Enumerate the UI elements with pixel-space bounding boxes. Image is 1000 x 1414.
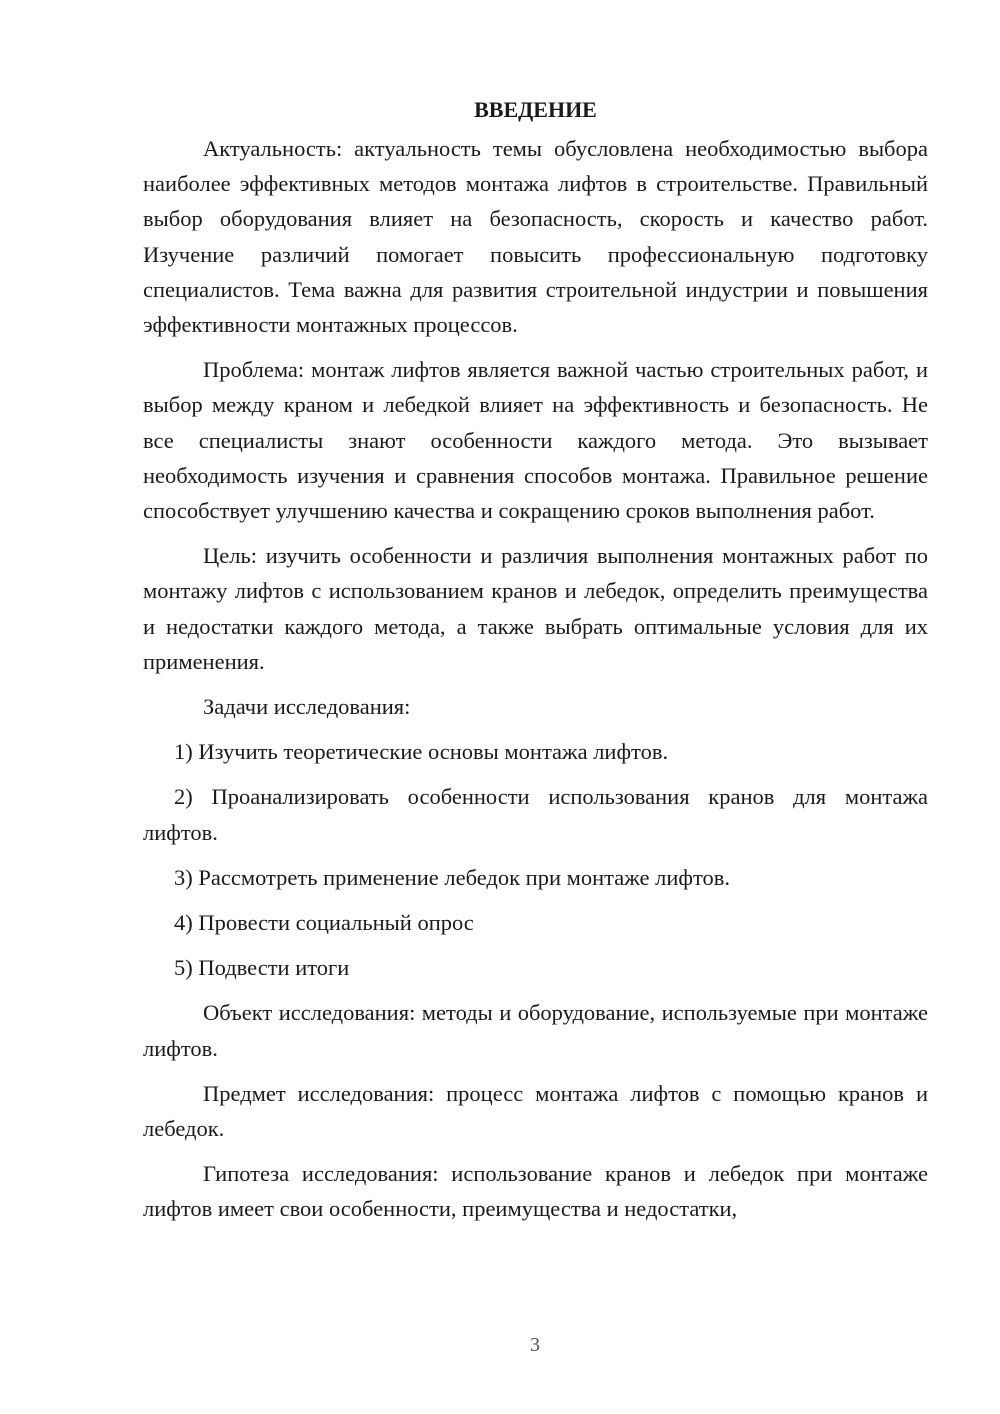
task-item-1: 1) Изучить теоретические основы монтажа лифтов. bbox=[174, 739, 669, 765]
task-item-3: 3) Рассмотреть применение лебедок при монтаже лифтов. bbox=[174, 864, 731, 890]
hypothesis-paragraph: Гипотеза исследования: использование кранов и лебедок при монтаже лифтов имеет свои особенности, преимущества и недостатки, bbox=[143, 1161, 928, 1222]
subject-paragraph: Предмет исследования: процесс монтажа лифтов с помощью кранов и лебедок. bbox=[143, 1080, 928, 1142]
goal-paragraph: Цель: изучить особенности и различия выполнения монтажных работ по монтажу лифтов с использованием кранов и лебедок, определить преимущества и недостатки каждого метода, а также выбрать оптимальные условия для их применения. bbox=[143, 543, 928, 674]
document-page bbox=[143, 92, 928, 1227]
object-paragraph: Объект исследования: методы и оборудование, используемые при монтаже лифтов. bbox=[143, 1000, 928, 1061]
relevance-paragraph: Актуальность: актуальность темы обусловлена необходимостью выбора наиболее эффективных методов монтажа лифтов в строительстве. Правильный выбор оборудования влияет на безопасность, скорость и качество работ. Изучение различий помогает повысить профессиональную подготовку специалистов. Тема важна для развития строительной индустрии и повышения эффективности монтажных процессов. bbox=[143, 136, 928, 338]
task-item-2: 2) Проанализировать особенности использования кранов для монтажа лифтов. bbox=[143, 784, 928, 845]
problem-paragraph: Проблема: монтаж лифтов является важной частью строительных работ, и выбор между краном и лебедкой влияет на эффективность и безопасность. Не все специалисты знают особенности каждого метода. Это вызывает необходимость изучения и сравнения способов монтажа. Правильное решение способствует улучшению качества и сокращению сроков выполнения работ. bbox=[143, 357, 928, 524]
task-item-4: 4) Провести социальный опрос bbox=[174, 910, 474, 936]
task-item-5: 5) Подвести итоги bbox=[174, 955, 350, 981]
page-number: 3 bbox=[530, 1334, 540, 1356]
tasks-heading: Задачи исследования: bbox=[203, 694, 411, 720]
page-title: ВВЕДЕНИЕ bbox=[474, 97, 597, 122]
